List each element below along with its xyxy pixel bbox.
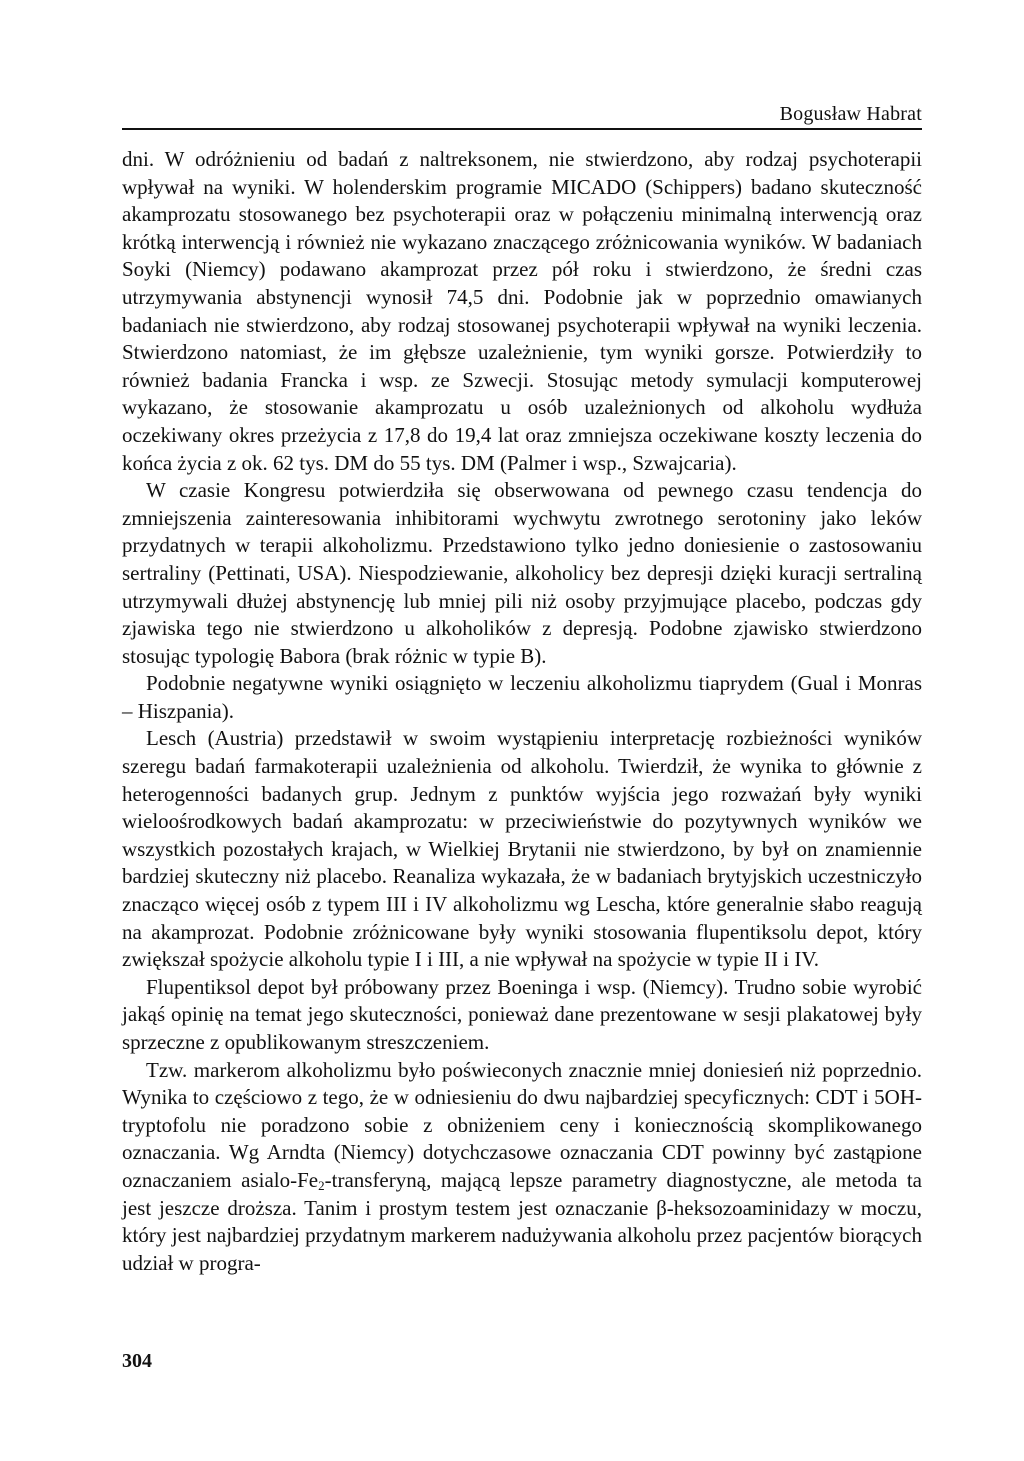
running-header-author: Bogusław Habrat xyxy=(779,103,922,125)
paragraph-3: Podobnie negatywne wyniki osiągnięto w leczeniu alkoholizmu tiaprydem (Gual i Monras – Hiszpania). xyxy=(122,671,922,723)
page-number: 304 xyxy=(122,1350,152,1372)
paragraph-6-part-1: Tzw. markerom alkoholizmu było poświeconych znacznie mniej doniesień niż poprzednio. Wynika to częściowo z tego, że w odniesieniu do dwu najbardziej specyficznych: CDT i 5OH-tryptofolu nie poradzono sobie z obniżeniem ceny i koniecznością skomplikowanego oznaczania. Wg Arndta (Niemcy) dotychczasowe oznaczania CDT powinny być zastąpione oznaczaniem asialo-Fe xyxy=(122,1057,922,1192)
paragraph-4: Lesch (Austria) przedstawił w swoim wystąpieniu interpretację rozbieżności wyników szeregu badań farmakoterapii uzależnienia od alkoholu. Twierdził, że wynika to głównie z heterogenności badanych grup. Jednym z punktów wyjścia jego rozważań były wyniki wieloośrodkowych badań akamprozatu: w przeciwieństwie do pozytywnych wyników we wszystkich pozostałych krajach, w Wielkiej Brytanii nie stwierdzono, by był on znamiennie bardziej skuteczny niż placebo. Reanaliza wykazała, że w badaniach brytyjskich uczestniczyło znacząco więcej osób z typem III i IV alkoholizmu wg Lescha, które generalnie słabo reagują na akamprozat. Podobnie zróżnicowane były wyniki stosowania flupentiksolu depot, który zwiększał spożycie alkoholu typie I i III, a nie wpływał na spożycie w typie II i IV. xyxy=(122,726,922,972)
paragraph-2: W czasie Kongresu potwierdziła się obserwowana od pewnego czasu tendencja do zmniejszenia zainteresowania inhibitorami wychwytu zwrotnego serotoniny jako leków przydatnych w terapii alkoholizmu. Przedstawiono tylko jedno doniesienie o zastosowaniu sertraliny (Pettinati, USA). Niespodziewanie, alkoholicy bez depresji dzięki kuracji sertraliną utrzymywali dłużej abstynencję lub mniej pili niż osoby przyjmujące placebo, podczas gdy zjawiska tego nie stwierdzono u alkoholików z depresją. Podobne zjawisko stwierdzono stosując typologię Babora (brak różnic w typie B). xyxy=(122,478,922,668)
header-rule xyxy=(122,128,922,130)
paragraph-5: Flupentiksol depot był próbowany przez Boeninga i wsp. (Niemcy). Trudno sobie wyrobić jakąś opinię na temat jego skuteczności, ponieważ dane prezentowane w sesji plakatowej były sprzeczne z opublikowanym streszczeniem. xyxy=(122,974,922,1054)
paragraph-6-part-2: -transferyną, mającą lepsze parametry diagnostyczne, ale metoda ta jest jeszcze droższa. Tanim i prostym testem jest oznaczanie β-heksozoaminidazy w moczu, który jest najbardziej przydatnym markerem nadużywania alkoholu przez pacjentów biorących udział w progra- xyxy=(122,1167,922,1275)
body-text xyxy=(122,146,922,1277)
paragraph-6 xyxy=(122,1057,922,1278)
document-page xyxy=(122,0,922,1461)
subscript-2: 2 xyxy=(318,1177,325,1193)
paragraph-1: dni. W odróżnieniu od badań z naltreksonem, nie stwierdzono, aby rodzaj psychoterapii wpływał na wyniki. W holenderskim programie MICADO (Schippers) badano skuteczność akamprozatu stosowanego bez psychoterapii oraz w połączeniu minimalną interwencją oraz krótką interwencją i również nie wykazano znaczącego zróżnicowania wyników. W badaniach Soyki (Niemcy) podawano akamprozat przez pół roku i stwierdzono, że średni czas utrzymywania abstynencji wynosił 74,5 dni. Podobnie jak w poprzednio omawianych badaniach nie stwierdzono, aby rodzaj stosowanej psychoterapii wpływał na wyniki leczenia. Stwierdzono natomiast, że im głębsze uzależnienie, tym wyniki gorsze. Potwierdziły to również badania Francka i wsp. ze Szwecji. Stosując metody symulacji komputerowej wykazano, że stosowanie akamprozatu u osób uzależnionych od alkoholu wydłuża oczekiwany okres przeżycia z 17,8 do 19,4 lat oraz zmniejsza oczekiwane koszty leczenia do końca życia z ok. 62 tys. DM do 55 tys. DM (Palmer i wsp., Szwajcaria). xyxy=(122,147,922,475)
